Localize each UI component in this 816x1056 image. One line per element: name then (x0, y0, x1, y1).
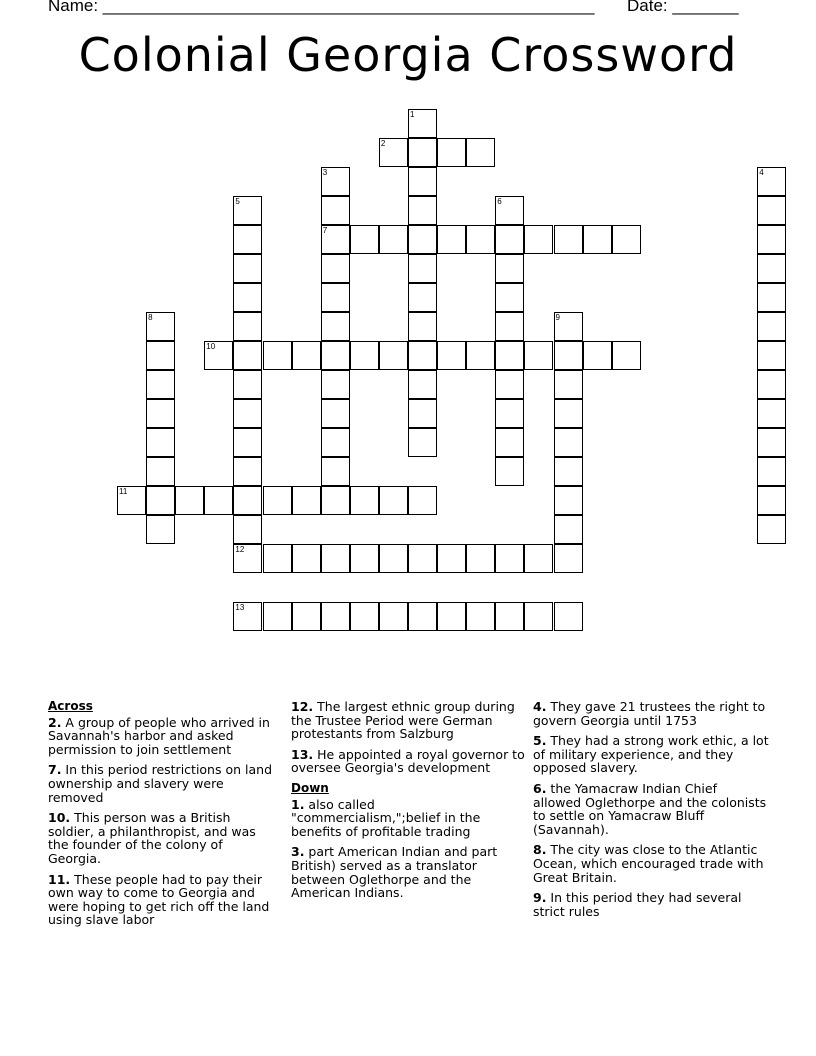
clue-item (533, 891, 769, 918)
across-heading: Across (48, 699, 93, 713)
crossword-cell[interactable] (408, 341, 437, 370)
page-title: Colonial Georgia Crossword (78, 28, 738, 82)
crossword-cell[interactable] (554, 486, 583, 515)
clue-number: 12. (291, 699, 314, 714)
clue-item (533, 843, 769, 884)
crossword-cell[interactable] (146, 457, 175, 486)
clue-column-1 (48, 700, 278, 934)
crossword-cell[interactable] (233, 544, 262, 573)
crossword-cell[interactable] (554, 225, 583, 254)
crossword-cell[interactable] (408, 544, 437, 573)
crossword-cell[interactable] (437, 544, 466, 573)
crossword-cell[interactable] (495, 370, 524, 399)
crossword-cell[interactable] (437, 225, 466, 254)
crossword-cell[interactable] (495, 428, 524, 457)
crossword-cell[interactable] (757, 254, 786, 283)
crossword-cell[interactable] (146, 370, 175, 399)
crossword-cell[interactable] (321, 167, 350, 196)
crossword-cell[interactable] (233, 225, 262, 254)
clue-number: 3. (291, 844, 305, 860)
clue-column-3 (533, 700, 769, 925)
crossword-cell[interactable] (495, 544, 524, 573)
crossword-cell[interactable] (466, 544, 495, 573)
down-clue-list-1 (291, 798, 527, 900)
crossword-cell[interactable] (466, 602, 495, 631)
crossword-cell[interactable] (350, 341, 379, 370)
crossword-cell[interactable] (350, 486, 379, 515)
crossword-cell[interactable] (379, 486, 408, 515)
crossword-cell[interactable] (233, 312, 262, 341)
crossword-cell[interactable] (757, 283, 786, 312)
crossword-cell[interactable] (263, 486, 292, 515)
clue-item (533, 700, 769, 727)
crossword-cell[interactable] (466, 341, 495, 370)
crossword-cell[interactable] (554, 602, 583, 631)
crossword-cell[interactable] (495, 312, 524, 341)
crossword-cell[interactable] (321, 254, 350, 283)
clue-number: 2. (48, 714, 62, 730)
crossword-cell[interactable] (495, 457, 524, 486)
crossword-cell[interactable] (117, 486, 146, 515)
clue-text: He appointed a royal governor to oversee Georgia's development (291, 746, 525, 776)
across-clue-list-1 (48, 716, 278, 927)
crossword-cell[interactable] (437, 602, 466, 631)
clue-number: 6. (533, 780, 547, 796)
crossword-cell[interactable] (233, 399, 262, 428)
crossword-cell[interactable] (175, 486, 204, 515)
crossword-cell[interactable] (524, 544, 553, 573)
cell-number: 10 (206, 342, 216, 351)
crossword-cell[interactable] (233, 515, 262, 544)
crossword-cell[interactable] (495, 602, 524, 631)
crossword-cell[interactable] (757, 515, 786, 544)
crossword-cell[interactable] (757, 428, 786, 457)
crossword-cell[interactable] (408, 486, 437, 515)
crossword-cell[interactable] (495, 196, 524, 225)
crossword-cell[interactable] (408, 283, 437, 312)
crossword-cell[interactable] (757, 399, 786, 428)
clue-item (291, 798, 527, 839)
crossword-cell[interactable] (321, 283, 350, 312)
crossword-cell[interactable] (524, 341, 553, 370)
crossword-cell[interactable] (757, 486, 786, 515)
crossword-cell[interactable] (233, 283, 262, 312)
clue-item (48, 873, 278, 927)
cell-number: 9 (555, 313, 560, 322)
clue-number: 4. (533, 699, 547, 714)
clue-item (48, 811, 278, 865)
clue-text: also called "commercialism,";belief in the benefits of profitable trading (291, 796, 481, 839)
crossword-cell[interactable] (466, 225, 495, 254)
clue-number: 5. (533, 733, 547, 749)
crossword-cell[interactable] (379, 544, 408, 573)
clue-text: They had a strong work ethic, a lot of military experience, and they opposed slavery. (533, 733, 769, 776)
crossword-cell[interactable] (321, 225, 350, 254)
crossword-cell[interactable] (204, 341, 233, 370)
cell-number: 2 (380, 139, 386, 148)
cell-number: 8 (148, 313, 153, 322)
clue-item (533, 734, 769, 775)
crossword-cell[interactable] (233, 196, 262, 225)
clue-item (291, 700, 527, 741)
clue-number: 10. (48, 810, 71, 826)
crossword-cell[interactable] (350, 602, 379, 631)
crossword-cell[interactable] (146, 486, 175, 515)
crossword-cell[interactable] (408, 225, 437, 254)
clue-number: 11. (48, 871, 71, 887)
crossword-cell[interactable] (379, 602, 408, 631)
crossword-cell[interactable] (408, 428, 437, 457)
crossword-cell[interactable] (146, 312, 175, 341)
crossword-cell[interactable] (233, 602, 262, 631)
crossword-cell[interactable] (146, 515, 175, 544)
down-clue-list-2 (533, 700, 769, 918)
clue-text: the Yamacraw Indian Chief allowed Oglethorpe and the colonists to settle on Yamacraw Bluff (Savannah). (533, 780, 767, 837)
crossword-cell[interactable] (495, 254, 524, 283)
crossword-cell[interactable] (408, 602, 437, 631)
crossword-cell[interactable] (583, 341, 612, 370)
crossword-cell[interactable] (757, 196, 786, 225)
crossword-cell[interactable] (292, 341, 321, 370)
crossword-cell[interactable] (408, 138, 437, 167)
crossword-cell[interactable] (233, 341, 262, 370)
crossword-cell[interactable] (204, 486, 233, 515)
crossword-cell[interactable] (583, 225, 612, 254)
crossword-cell[interactable] (757, 341, 786, 370)
crossword-cell[interactable] (379, 138, 408, 167)
crossword-cell[interactable] (292, 544, 321, 573)
crossword-cell[interactable] (263, 544, 292, 573)
crossword-cell[interactable] (524, 602, 553, 631)
crossword-cell[interactable] (408, 109, 437, 138)
cell-number: 11 (119, 487, 128, 496)
crossword-cell[interactable] (146, 341, 175, 370)
crossword-cell[interactable] (321, 341, 350, 370)
clue-item (291, 748, 527, 775)
crossword-cell[interactable] (379, 225, 408, 254)
crossword-cell[interactable] (466, 138, 495, 167)
crossword-cell[interactable] (350, 225, 379, 254)
crossword-cell[interactable] (233, 486, 262, 515)
crossword-cell[interactable] (408, 167, 437, 196)
crossword-cell[interactable] (321, 370, 350, 399)
clue-number: 7. (48, 762, 62, 778)
down-heading: Down (291, 780, 329, 795)
crossword-cell[interactable] (612, 341, 641, 370)
crossword-cell[interactable] (350, 544, 379, 573)
crossword-cell[interactable] (554, 515, 583, 544)
crossword-cell[interactable] (554, 399, 583, 428)
crossword-cell[interactable] (292, 602, 321, 631)
clue-text: In this period they had several strict rules (533, 890, 742, 919)
clue-number: 8. (533, 842, 547, 858)
crossword-cell[interactable] (554, 457, 583, 486)
crossword-cell[interactable] (321, 486, 350, 515)
clue-item (533, 782, 769, 836)
cell-number: 12 (235, 545, 245, 554)
clue-text: The largest ethnic group during the Trustee Period were German protestants from Salzburg (291, 699, 515, 742)
cell-number: 7 (322, 226, 328, 235)
clue-text: They gave 21 trustees the right to govern Georgia until 1753 (533, 699, 766, 728)
crossword-cell[interactable] (146, 428, 175, 457)
crossword-cell[interactable] (321, 457, 350, 486)
crossword-cell[interactable] (554, 370, 583, 399)
clue-item (48, 763, 278, 804)
clue-column-2 (291, 700, 527, 907)
crossword-cell[interactable] (757, 225, 786, 254)
crossword-cell[interactable] (233, 370, 262, 399)
crossword-cell[interactable] (757, 370, 786, 399)
crossword-cell[interactable] (495, 283, 524, 312)
clue-text: These people had to pay their own way to come to Georgia and were hoping to get rich off the land using slave labor (48, 871, 270, 928)
crossword-cell[interactable] (379, 341, 408, 370)
cell-number: 3 (322, 168, 328, 177)
crossword-cell[interactable] (263, 602, 292, 631)
clue-item (291, 845, 527, 899)
crossword-cell[interactable] (612, 225, 641, 254)
crossword-cell[interactable] (408, 399, 437, 428)
across-clue-list-2 (291, 700, 527, 775)
crossword-cell[interactable] (408, 370, 437, 399)
crossword-cell[interactable] (554, 544, 583, 573)
crossword-cell[interactable] (554, 341, 583, 370)
crossword-cell[interactable] (408, 254, 437, 283)
crossword-cell[interactable] (437, 341, 466, 370)
cell-number: 5 (235, 197, 240, 206)
crossword-cell[interactable] (292, 486, 321, 515)
crossword-cell[interactable] (233, 254, 262, 283)
clue-number: 9. (533, 890, 547, 906)
crossword-cell[interactable] (757, 167, 786, 196)
name-field-label[interactable]: Name: ____________________________________________________ (48, 0, 595, 15)
cell-number: 4 (759, 168, 764, 177)
cell-number: 6 (497, 197, 502, 206)
crossword-cell[interactable] (408, 196, 437, 225)
clue-text: This person was a British soldier, a philanthropist, and was the founder of the colony of Georgia. (48, 810, 256, 866)
crossword-cell[interactable] (146, 399, 175, 428)
crossword-cell[interactable] (233, 457, 262, 486)
clue-number: 13. (291, 746, 314, 762)
crossword-cell[interactable] (321, 602, 350, 631)
crossword-cell[interactable] (524, 225, 553, 254)
crossword-cell[interactable] (554, 312, 583, 341)
crossword-cell[interactable] (554, 428, 583, 457)
crossword-cell[interactable] (321, 312, 350, 341)
cell-number: 1 (410, 110, 415, 119)
clue-text: In this period restrictions on land ownership and slavery were removed (48, 762, 272, 805)
crossword-cell[interactable] (437, 138, 466, 167)
crossword-cell[interactable] (321, 428, 350, 457)
crossword-cell[interactable] (263, 341, 292, 370)
crossword-cell[interactable] (233, 428, 262, 457)
clue-item (48, 716, 278, 757)
clue-text: The city was close to the Atlantic Ocean, which encouraged trade with Great Britain. (533, 842, 764, 885)
crossword-cell[interactable] (757, 457, 786, 486)
crossword-cell[interactable] (321, 196, 350, 225)
crossword-cell[interactable] (408, 312, 437, 341)
crossword-cell[interactable] (321, 399, 350, 428)
cell-number: 13 (235, 603, 245, 612)
crossword-cell[interactable] (495, 225, 524, 254)
clue-text: A group of people who arrived in Savannah's harbor and asked permission to join settlement (48, 714, 270, 757)
clue-number: 1. (291, 796, 305, 812)
clue-text: part American Indian and part British) served as a translator between Oglethorpe and the American Indians. (291, 844, 498, 901)
crossword-cell[interactable] (321, 544, 350, 573)
crossword-cell[interactable] (757, 312, 786, 341)
crossword-cell[interactable] (495, 399, 524, 428)
crossword-cell[interactable] (495, 341, 524, 370)
date-field-label[interactable]: Date: _______ (627, 0, 739, 15)
